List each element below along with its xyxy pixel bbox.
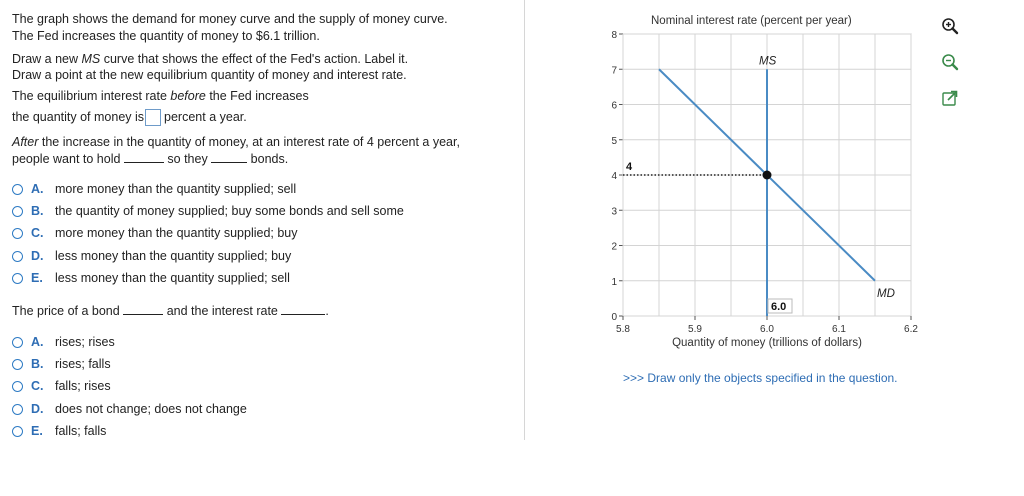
option-1c[interactable]: C. more money than the quantity supplied; buy bbox=[12, 226, 298, 240]
radio-button[interactable] bbox=[12, 251, 23, 262]
radio-button[interactable] bbox=[12, 273, 23, 284]
y-tick-label: 0 bbox=[611, 312, 617, 323]
x-tick-label: 6.0 bbox=[760, 324, 774, 335]
option-1b[interactable]: B. the quantity of money supplied; buy some bonds and sell some bbox=[12, 204, 404, 218]
option-1d[interactable]: D. less money than the quantity supplied; buy bbox=[12, 249, 291, 263]
question-line: After the increase in the quantity of money, at an interest rate of 4 percent a year, bbox=[12, 135, 460, 149]
radio-button[interactable] bbox=[12, 404, 23, 415]
x-tick-label: 5.9 bbox=[688, 324, 702, 335]
answer-blank bbox=[211, 151, 247, 163]
x-tick-label: 6.1 bbox=[832, 324, 846, 335]
zoom-out-icon[interactable] bbox=[941, 53, 959, 71]
ms-curve-label: MS bbox=[759, 55, 777, 68]
option-2a[interactable]: A. rises; rises bbox=[12, 335, 115, 349]
question-line: The equilibrium interest rate before the Fed increases bbox=[12, 89, 309, 103]
equilibrium-y-label: 4 bbox=[626, 161, 633, 173]
y-tick-label: 2 bbox=[611, 241, 617, 253]
radio-button[interactable] bbox=[12, 184, 23, 195]
option-1a[interactable]: A. more money than the quantity supplied; sell bbox=[12, 182, 296, 196]
option-2d[interactable]: D. does not change; does not change bbox=[12, 402, 247, 416]
zoom-in-icon[interactable] bbox=[941, 17, 959, 35]
y-tick-label: 1 bbox=[611, 276, 617, 288]
radio-button[interactable] bbox=[12, 381, 23, 392]
answer-blank bbox=[124, 151, 164, 163]
question-line: The Fed increases the quantity of money to $6.1 trillion. bbox=[12, 29, 320, 43]
question-line: people want to hold so they bonds. bbox=[12, 152, 289, 166]
radio-button[interactable] bbox=[12, 337, 23, 348]
answer-blank bbox=[281, 303, 325, 315]
y-tick-label: 5 bbox=[611, 135, 617, 147]
question-panel bbox=[0, 0, 525, 440]
equilibrium-x-label: 6.0 bbox=[771, 301, 787, 313]
x-tick-label: 6.2 bbox=[904, 324, 918, 335]
question-line: The price of a bond and the interest rate . bbox=[12, 304, 329, 318]
instruction-text: >>> Draw only the objects specified in the question. bbox=[623, 371, 898, 385]
question-line: Draw a new MS curve that shows the effect of the Fed's action. Label it. bbox=[12, 52, 409, 66]
y-tick-label: 6 bbox=[611, 100, 617, 112]
x-axis-label: Quantity of money (trillions of dollars) bbox=[672, 337, 862, 349]
y-tick-label: 8 bbox=[611, 30, 617, 41]
option-2c[interactable]: C. falls; rises bbox=[12, 379, 111, 393]
question-line: The graph shows the demand for money curve and the supply of money curve. bbox=[12, 12, 448, 26]
x-tick-label: 5.8 bbox=[616, 324, 630, 335]
y-tick-label: 3 bbox=[611, 206, 617, 218]
option-2b[interactable]: B. rises; falls bbox=[12, 357, 111, 371]
question-line: Draw a point at the new equilibrium quantity of money and interest rate. bbox=[12, 68, 407, 82]
md-curve-label: MD bbox=[877, 287, 895, 300]
y-axis-label: Nominal interest rate (percent per year) bbox=[651, 15, 852, 27]
answer-blank bbox=[123, 303, 163, 315]
option-1e[interactable]: E. less money than the quantity supplied; sell bbox=[12, 271, 290, 285]
equilibrium-point bbox=[763, 171, 772, 180]
option-2e[interactable]: E. falls; falls bbox=[12, 424, 106, 438]
radio-button[interactable] bbox=[12, 228, 23, 239]
radio-button[interactable] bbox=[12, 359, 23, 370]
popout-icon[interactable] bbox=[941, 89, 959, 107]
y-tick-label: 4 bbox=[611, 171, 617, 182]
question-line: the quantity of money is percent a year. bbox=[12, 109, 247, 126]
radio-button[interactable] bbox=[12, 426, 23, 437]
y-tick-label: 7 bbox=[611, 65, 617, 77]
interest-rate-answer-input[interactable] bbox=[145, 109, 161, 126]
radio-button[interactable] bbox=[12, 206, 23, 217]
